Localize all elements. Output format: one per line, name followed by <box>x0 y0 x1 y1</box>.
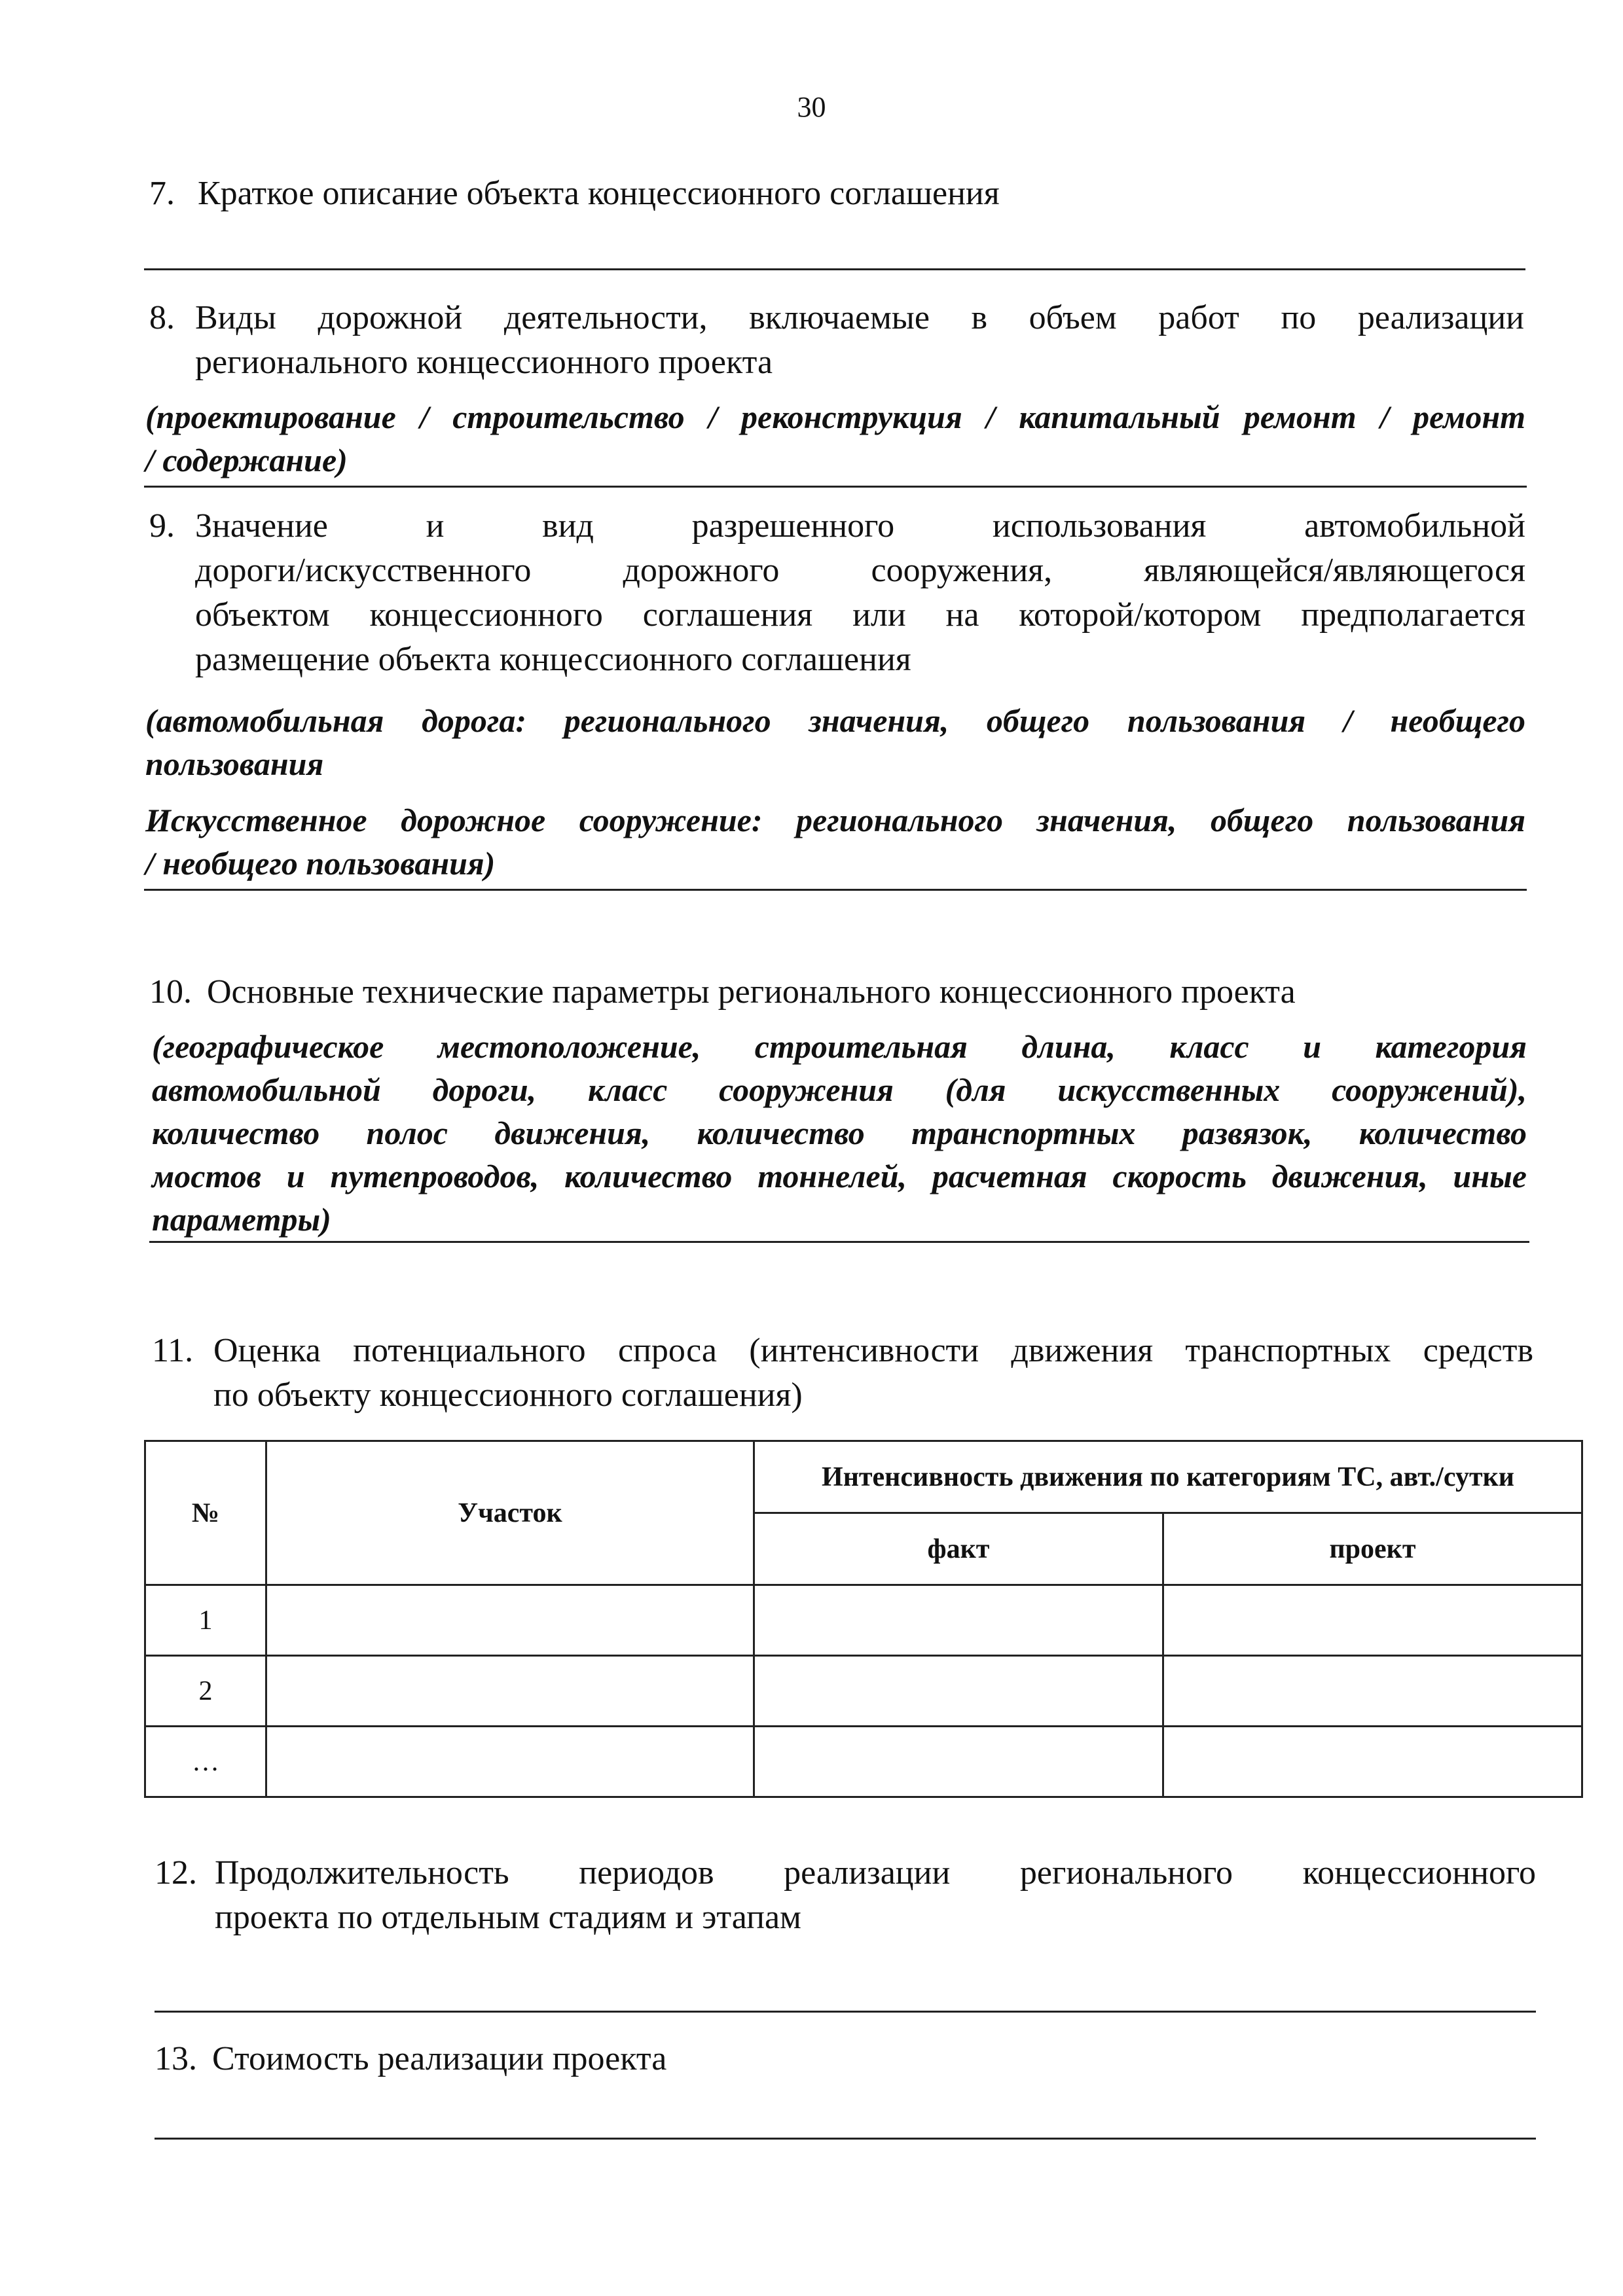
section-11-number: 11. <box>152 1332 194 1369</box>
header-fact: факт <box>754 1513 1163 1585</box>
cell-section[interactable] <box>266 1585 754 1656</box>
section-12-answer-line[interactable] <box>155 2011 1536 2013</box>
section-9-line-3: объектом концессионного соглашения или на которой/котором предполагается <box>195 596 1525 634</box>
section-8-note-line-1: (проектирование / строительство / реконструкция / капитальный ремонт / ремонт <box>145 399 1525 435</box>
section-8-note-line-2: / содержание) <box>145 442 348 478</box>
cell-project[interactable] <box>1163 1656 1582 1727</box>
header-intensity: Интенсивность движения по категориям ТС, авт./сутки <box>754 1441 1582 1513</box>
table-row <box>145 1585 1582 1656</box>
section-9-number: 9. <box>149 507 175 545</box>
section-8-answer-line[interactable] <box>144 486 1527 488</box>
section-8-line-1: Виды дорожной деятельности, включаемые в объем работ по реализации <box>195 299 1524 336</box>
section-10-note-line-1: (географическое местоположение, строительная длина, класс и категория <box>152 1028 1527 1065</box>
page-number: 30 <box>797 91 826 123</box>
cell-fact[interactable] <box>754 1727 1163 1797</box>
section-12-line-2: проекта по отдельным стадиям и этапам <box>215 1899 801 1936</box>
section-7-answer-line[interactable] <box>144 268 1525 270</box>
section-13-number: 13. <box>155 2040 197 2077</box>
cell-section[interactable] <box>266 1727 754 1797</box>
section-10-note <box>152 1025 1527 1241</box>
section-9-note-line-2: пользования <box>145 745 324 782</box>
traffic-intensity-table <box>144 1440 1583 1798</box>
cell-fact[interactable] <box>754 1656 1163 1727</box>
cell-project[interactable] <box>1163 1727 1582 1797</box>
header-number: № <box>145 1441 266 1585</box>
section-9-line-1: Значение и вид разрешенного использования автомобильной <box>195 507 1525 545</box>
section-10-heading <box>149 970 1296 1014</box>
cell-fact[interactable] <box>754 1585 1163 1656</box>
row-number: … <box>145 1727 266 1797</box>
table-row <box>145 1656 1582 1727</box>
section-9-line-4: размещение объекта концессионного соглашения <box>195 641 911 678</box>
table-row <box>145 1727 1582 1797</box>
section-7-heading <box>149 171 1000 216</box>
section-11-line-2: по объекту концессионного соглашения) <box>213 1376 803 1414</box>
section-11-heading <box>152 1329 1533 1418</box>
section-8-number: 8. <box>149 299 175 336</box>
section-7-number: 7. <box>149 175 175 212</box>
row-number: 2 <box>145 1656 266 1727</box>
section-13-heading <box>155 2037 666 2081</box>
section-9-line-2: дороги/искусственного дорожного сооружения, являющейся/являющегося <box>195 552 1525 589</box>
section-12-line-1: Продолжительность периодов реализации регионального концессионного <box>215 1854 1536 1892</box>
section-9-answer-line[interactable] <box>144 889 1527 891</box>
section-10-number: 10. <box>149 973 192 1011</box>
cell-project[interactable] <box>1163 1585 1582 1656</box>
section-10-note-line-3: количество полос движения, количество транспортных развязок, количество <box>152 1115 1527 1151</box>
section-10-title: Основные технические параметры регионального концессионного проекта <box>207 973 1296 1011</box>
section-12-number: 12. <box>155 1854 197 1892</box>
section-10-note-line-5: параметры) <box>152 1201 331 1238</box>
section-8-heading <box>149 296 1524 385</box>
section-9-note-line-3: Искусственное дорожное сооружение: регионального значения, общего пользования <box>145 802 1525 838</box>
section-8-note <box>145 395 1525 482</box>
section-12-heading <box>155 1851 1536 1940</box>
section-11-line-1: Оценка потенциального спроса (интенсивности движения транспортных средств <box>213 1332 1533 1369</box>
section-9-note-line-1: (автомобильная дорога: регионального значения, общего пользования / необщего <box>145 702 1525 739</box>
section-13-title: Стоимость реализации проекта <box>212 2040 667 2077</box>
section-9-note <box>145 699 1525 885</box>
section-7-title: Краткое описание объекта концессионного соглашения <box>198 175 1000 212</box>
section-10-note-line-2: автомобильной дороги, класс сооружения (для искусственных сооружений), <box>152 1071 1527 1108</box>
row-number: 1 <box>145 1585 266 1656</box>
header-project: проект <box>1163 1513 1582 1585</box>
section-9-heading <box>149 504 1525 682</box>
section-9-note-line-4: / необщего пользования) <box>145 845 496 882</box>
header-section: Участок <box>266 1441 754 1585</box>
section-13-answer-line[interactable] <box>155 2138 1536 2140</box>
section-10-note-line-4: мостов и путепроводов, количество тоннелей, расчетная скорость движения, иные <box>152 1158 1527 1194</box>
cell-section[interactable] <box>266 1656 754 1727</box>
section-8-line-2: регионального концессионного проекта <box>195 344 773 381</box>
section-10-answer-line[interactable] <box>149 1241 1529 1243</box>
